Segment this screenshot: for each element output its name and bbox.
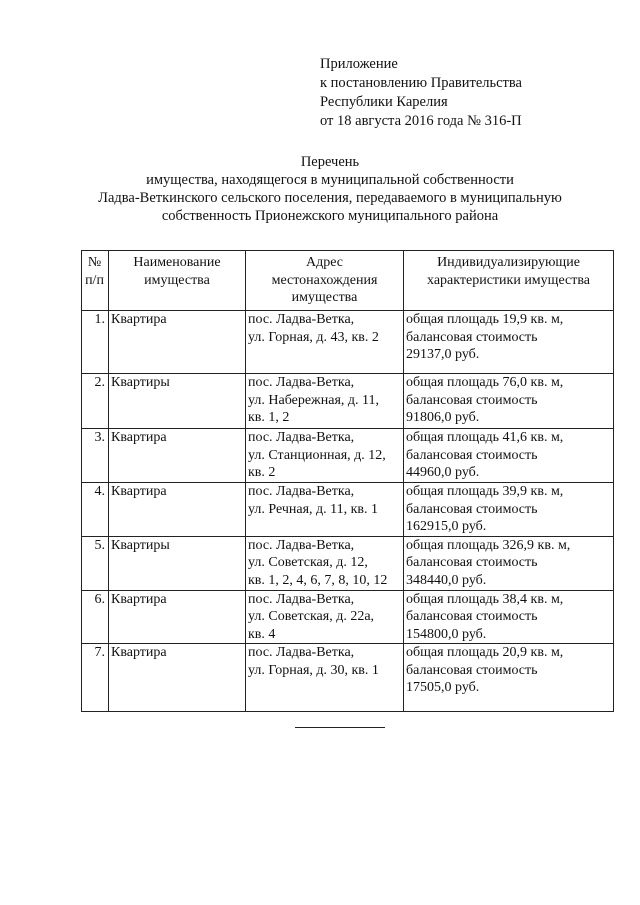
cell-characteristics-line: общая площадь 76,0 кв. м,	[406, 375, 564, 390]
cell-characteristics-line: общая площадь 326,9 кв. м,	[406, 537, 571, 553]
cell-characteristics-line: 17505,0 руб.	[406, 680, 480, 695]
cell-address	[246, 590, 404, 644]
cell-address-line: пос. Ладва-Ветка,	[248, 375, 355, 390]
cell-address-line: ул. Станционная, д. 12,	[248, 447, 386, 463]
cell-characteristics-line: общая площадь 38,4 кв. м,	[406, 591, 564, 607]
cell-characteristics	[404, 429, 614, 483]
cell-characteristics	[404, 483, 614, 537]
table-row	[82, 483, 614, 537]
cell-address-line: пос. Ладва-Ветка,	[248, 430, 355, 445]
table-row	[82, 590, 614, 644]
header-num-line: №	[87, 255, 102, 270]
cell-num: 4.	[82, 483, 109, 537]
cell-characteristics	[404, 311, 614, 374]
cell-characteristics	[404, 374, 614, 429]
header-characteristics-line: характеристики имущества	[427, 272, 590, 288]
table-row	[82, 311, 614, 374]
cell-address-line: кв. 1, 2, 4, 6, 7, 8, 10, 12	[248, 572, 388, 588]
table-row	[82, 429, 614, 483]
cell-address-line: кв. 1, 2	[248, 410, 290, 425]
cell-address	[246, 536, 404, 590]
appendix-date-line: от 18 августа 2016 года № 316-П	[320, 113, 522, 129]
cell-characteristics-line: 162915,0 руб.	[406, 519, 487, 534]
cell-characteristics-line: общая площадь 39,9 кв. м,	[406, 484, 564, 499]
cell-address	[246, 483, 404, 537]
cell-characteristics-line: балансовая стоимость	[406, 329, 538, 345]
cell-address-line: ул. Горная, д. 30, кв. 1	[248, 662, 379, 678]
cell-characteristics-line: 348440,0 руб.	[406, 572, 487, 588]
header-name-line: имущества	[144, 272, 210, 288]
cell-address-line: ул. Советская, д. 22а,	[248, 609, 375, 624]
table-body	[82, 311, 614, 712]
header-num-line: п/п	[85, 272, 104, 288]
cell-address	[246, 644, 404, 712]
cell-address-line: пос. Ладва-Ветка,	[248, 591, 355, 607]
cell-num: 6.	[82, 590, 109, 644]
cell-characteristics	[404, 590, 614, 644]
cell-name: Квартира	[109, 429, 246, 483]
cell-address-line: пос. Ладва-Ветка,	[248, 537, 355, 553]
title-line: имущества, находящегося в муниципальной собственности	[146, 172, 514, 188]
appendix-line: Приложение	[320, 56, 398, 72]
cell-num: 2.	[82, 374, 109, 429]
header-characteristics	[404, 251, 614, 311]
cell-characteristics-line: 29137,0 руб.	[406, 347, 480, 362]
cell-address	[246, 311, 404, 374]
cell-address-line: ул. Горная, д. 43, кв. 2	[248, 329, 379, 345]
cell-address-line: ул. Речная, д. 11, кв. 1	[248, 501, 379, 517]
appendix-header	[320, 55, 522, 131]
cell-address	[246, 429, 404, 483]
cell-address-line: кв. 2	[248, 465, 276, 480]
title-line: собственность Прионежского муниципального района	[161, 208, 499, 224]
property-table	[81, 250, 614, 712]
cell-address-line: пос. Ладва-Ветка,	[248, 484, 355, 499]
cell-name: Квартиры	[109, 374, 246, 429]
cell-name: Квартира	[109, 483, 246, 537]
appendix-line: к постановлению Правительства	[320, 75, 522, 91]
cell-address-line: пос. Ладва-Ветка,	[248, 645, 355, 660]
header-name	[109, 251, 246, 311]
header-name-line: Наименование	[133, 255, 221, 270]
cell-characteristics-line: балансовая стоимость	[406, 392, 538, 408]
cell-characteristics	[404, 536, 614, 590]
cell-name: Квартиры	[109, 536, 246, 590]
signature-line	[295, 727, 385, 728]
cell-characteristics-line: 91806,0 руб.	[406, 410, 480, 425]
cell-address	[246, 374, 404, 429]
cell-address-line: ул. Советская, д. 12,	[248, 555, 368, 570]
cell-name: Квартира	[109, 311, 246, 374]
cell-num: 7.	[82, 644, 109, 712]
cell-characteristics-line: балансовая стоимость	[406, 609, 538, 624]
cell-characteristics-line: общая площадь 20,9 кв. м,	[406, 645, 564, 660]
cell-num: 1.	[82, 311, 109, 374]
cell-address-line: пос. Ладва-Ветка,	[248, 312, 355, 327]
cell-characteristics-line: балансовая стоимость	[406, 662, 538, 678]
cell-characteristics-line: балансовая стоимость	[406, 555, 538, 570]
cell-address-line: ул. Набережная, д. 11,	[248, 392, 379, 408]
header-address-line: Адрес	[305, 255, 343, 270]
cell-characteristics-line: балансовая стоимость	[406, 447, 538, 463]
cell-num: 5.	[82, 536, 109, 590]
cell-name: Квартира	[109, 590, 246, 644]
table-row	[82, 644, 614, 712]
document-title	[60, 153, 600, 225]
header-num	[82, 251, 109, 311]
cell-address-line: кв. 4	[248, 626, 276, 642]
title-line: Ладва-Веткинского сельского поселения, передаваемого в муниципальную	[98, 190, 562, 206]
table-row	[82, 536, 614, 590]
table-header-row	[82, 251, 614, 311]
cell-characteristics-line: общая площадь 41,6 кв. м,	[406, 430, 564, 445]
cell-characteristics-line: 154800,0 руб.	[406, 626, 487, 642]
table-row	[82, 374, 614, 429]
header-address-line: имущества	[291, 290, 358, 305]
title-line: Перечень	[300, 154, 360, 170]
cell-characteristics-line: балансовая стоимость	[406, 501, 538, 517]
header-characteristics-line: Индивидуализирующие	[437, 255, 580, 270]
appendix-line: Республики Карелия	[320, 94, 448, 110]
cell-num: 3.	[82, 429, 109, 483]
header-address-line: местонахождения	[271, 272, 378, 288]
header-address	[246, 251, 404, 311]
cell-characteristics-line: 44960,0 руб.	[406, 465, 480, 480]
cell-name: Квартира	[109, 644, 246, 712]
cell-characteristics-line: общая площадь 19,9 кв. м,	[406, 312, 564, 327]
cell-characteristics	[404, 644, 614, 712]
